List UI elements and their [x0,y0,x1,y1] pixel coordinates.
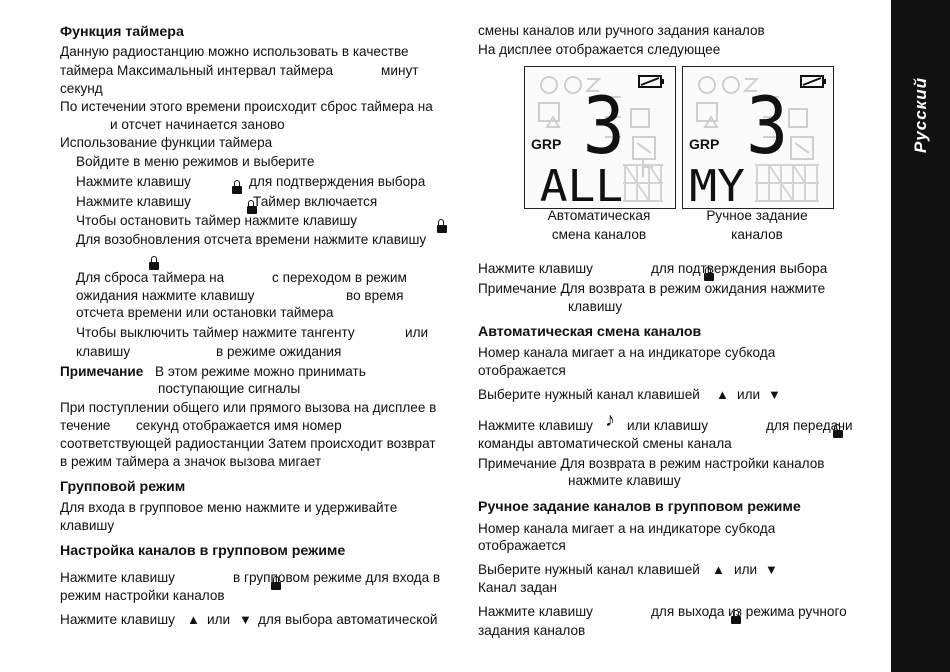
manual-text-2: отображается [478,538,566,553]
step-1: Войдите в меню режимов и выберите [76,154,315,169]
step-2b: для подтверждения выбора [249,174,426,189]
setup-text-3b: или [207,612,231,627]
manual-text-6: задания каналов [478,623,586,638]
manual-text-4: Канал задан [478,580,558,595]
manual-text-1: Номер канала мигает а на индикаторе субкода [478,521,776,536]
note-standby-1: Примечание Для возврата в режим ожидания нажмите [478,281,826,296]
timer-text-6: Использование функции таймера [60,135,273,150]
lcd-channel-digit: 3 [746,81,789,172]
timer-text-4: По истечении этого времени происходит сброс таймера на [60,99,433,114]
step-7a: ожидания нажмите клавишу [76,288,255,303]
lcd-grp-label: GRP [689,136,720,152]
setup-heading: Настройка каналов в групповом режиме [60,543,346,559]
lcd-display-manual [682,66,834,209]
caption-auto-2: смена каналов [551,227,647,242]
timer-heading: Функция таймера [60,24,184,40]
auto-text-3b: или [737,387,761,402]
auto-text-7: нажмите клавишу [568,473,681,488]
step-8: отсчета времени или остановки таймера [76,305,334,320]
timer-text-1: Данную радиостанцию можно использовать в качестве [60,44,409,59]
music-note-icon: ♪ [605,409,615,431]
battery-icon [639,76,664,87]
auto-text-5: команды автоматической смены канала [478,436,732,451]
down-arrow-icon: ▼ [768,387,781,402]
manual-heading: Ручное задание каналов в групповом режиме [478,499,801,515]
timer-text-2a: таймера Максимальный интервал таймера [60,63,334,78]
lcd-channel-digit: 3 [582,81,625,172]
down-arrow-icon: ▼ [765,562,778,577]
manual-text-3a: Выберите нужный канал клавишей [478,562,700,577]
right-text-2: На дисплее отображается следующее [478,42,721,57]
step-4: Чтобы остановить таймер нажмите клавишу [76,213,358,228]
confirm-text-b: для подтверждения выбора [651,261,828,276]
up-arrow-icon: ▲ [712,562,725,577]
step-10a: клавишу [76,344,131,359]
step-9a: Чтобы выключить таймер нажмите тангенту [76,325,355,340]
setup-text-2: режим настройки каналов [60,588,225,603]
timer-text-5: и отсчет начинается заново [110,117,285,132]
note-label: Примечание [60,364,144,379]
right-text-1: смены каналов или ручного задания каналов [478,23,765,38]
manual-text-5b: для выхода из режима ручного [651,604,847,619]
note-text-1: В этом режиме можно принимать [155,364,366,379]
up-arrow-icon: ▲ [716,387,729,402]
setup-text-1a: Нажмите клавишу [60,570,175,585]
caption-manual-1: Ручное задание [706,208,808,223]
call-text-1: При поступлении общего или прямого вызова на дисплее в [60,400,437,415]
confirm-text-a: Нажмите клавишу [478,261,593,276]
step-2a: Нажмите клавишу [76,174,191,189]
manual-text-3b: или [734,562,758,577]
call-text-4: в режим таймера а значок вызова мигает [60,454,322,469]
timer-text-2b: минут [381,63,419,78]
step-3a: Нажмите клавишу [76,194,191,209]
up-arrow-icon: ▲ [187,612,200,627]
auto-text-6: Примечание Для возврата в режим настройки каналов [478,456,825,471]
auto-text-4a: Нажмите клавишу [478,418,593,433]
step-3b: Таймер включается [253,194,378,209]
battery-icon [801,76,826,87]
step-9b: или [405,325,429,340]
lcd-mode-text: MY [689,160,745,208]
step-6b: с переходом в режим [272,270,407,285]
call-text-2a: течение [60,418,111,433]
note-text-2: поступающие сигналы [158,381,301,396]
call-text-3: соответствующей радиостанции Затем происходит возврат [60,436,436,451]
setup-text-1b: в групповом режиме для входа в [233,570,441,585]
caption-auto-1: Автоматическая [547,208,651,223]
step-10b: в режиме ожидания [216,344,342,359]
language-side-tab [891,0,950,672]
auto-text-1: Номер канала мигает а на индикаторе субкода [478,345,776,360]
timer-text-3: секунд [60,81,103,96]
setup-text-3a: Нажмите клавишу [60,612,175,627]
lcd-grp-label: GRP [531,136,562,152]
step-5: Для возобновления отсчета времени нажмите клавишу [76,232,427,247]
auto-heading: Автоматическая смена каналов [478,324,702,340]
group-text-2: клавишу [60,518,115,533]
auto-text-4c: для передачи [766,418,853,433]
caption-manual-2: каналов [731,227,783,242]
setup-text-3c: для выбора автоматической [258,612,438,627]
manual-text-5a: Нажмите клавишу [478,604,593,619]
group-text-1: Для входа в групповое меню нажмите и удерживайте [60,500,398,515]
note-standby-2: клавишу [568,299,623,314]
step-6a: Для сброса таймера на [76,270,225,285]
step-7b: во время [346,288,404,303]
auto-text-4b: или клавишу [627,418,709,433]
lock-icon [437,225,447,233]
language-label: Русский [910,76,930,154]
down-arrow-icon: ▼ [239,612,252,627]
lcd-display-auto [524,66,676,209]
lock-icon [232,186,242,194]
auto-text-2: отображается [478,363,566,378]
call-text-2b: секунд отображается имя номер [136,418,342,433]
lcd-mode-text: ALL [539,160,624,208]
auto-text-3a: Выберите нужный канал клавишей [478,387,700,402]
group-heading: Групповой режим [60,479,186,495]
